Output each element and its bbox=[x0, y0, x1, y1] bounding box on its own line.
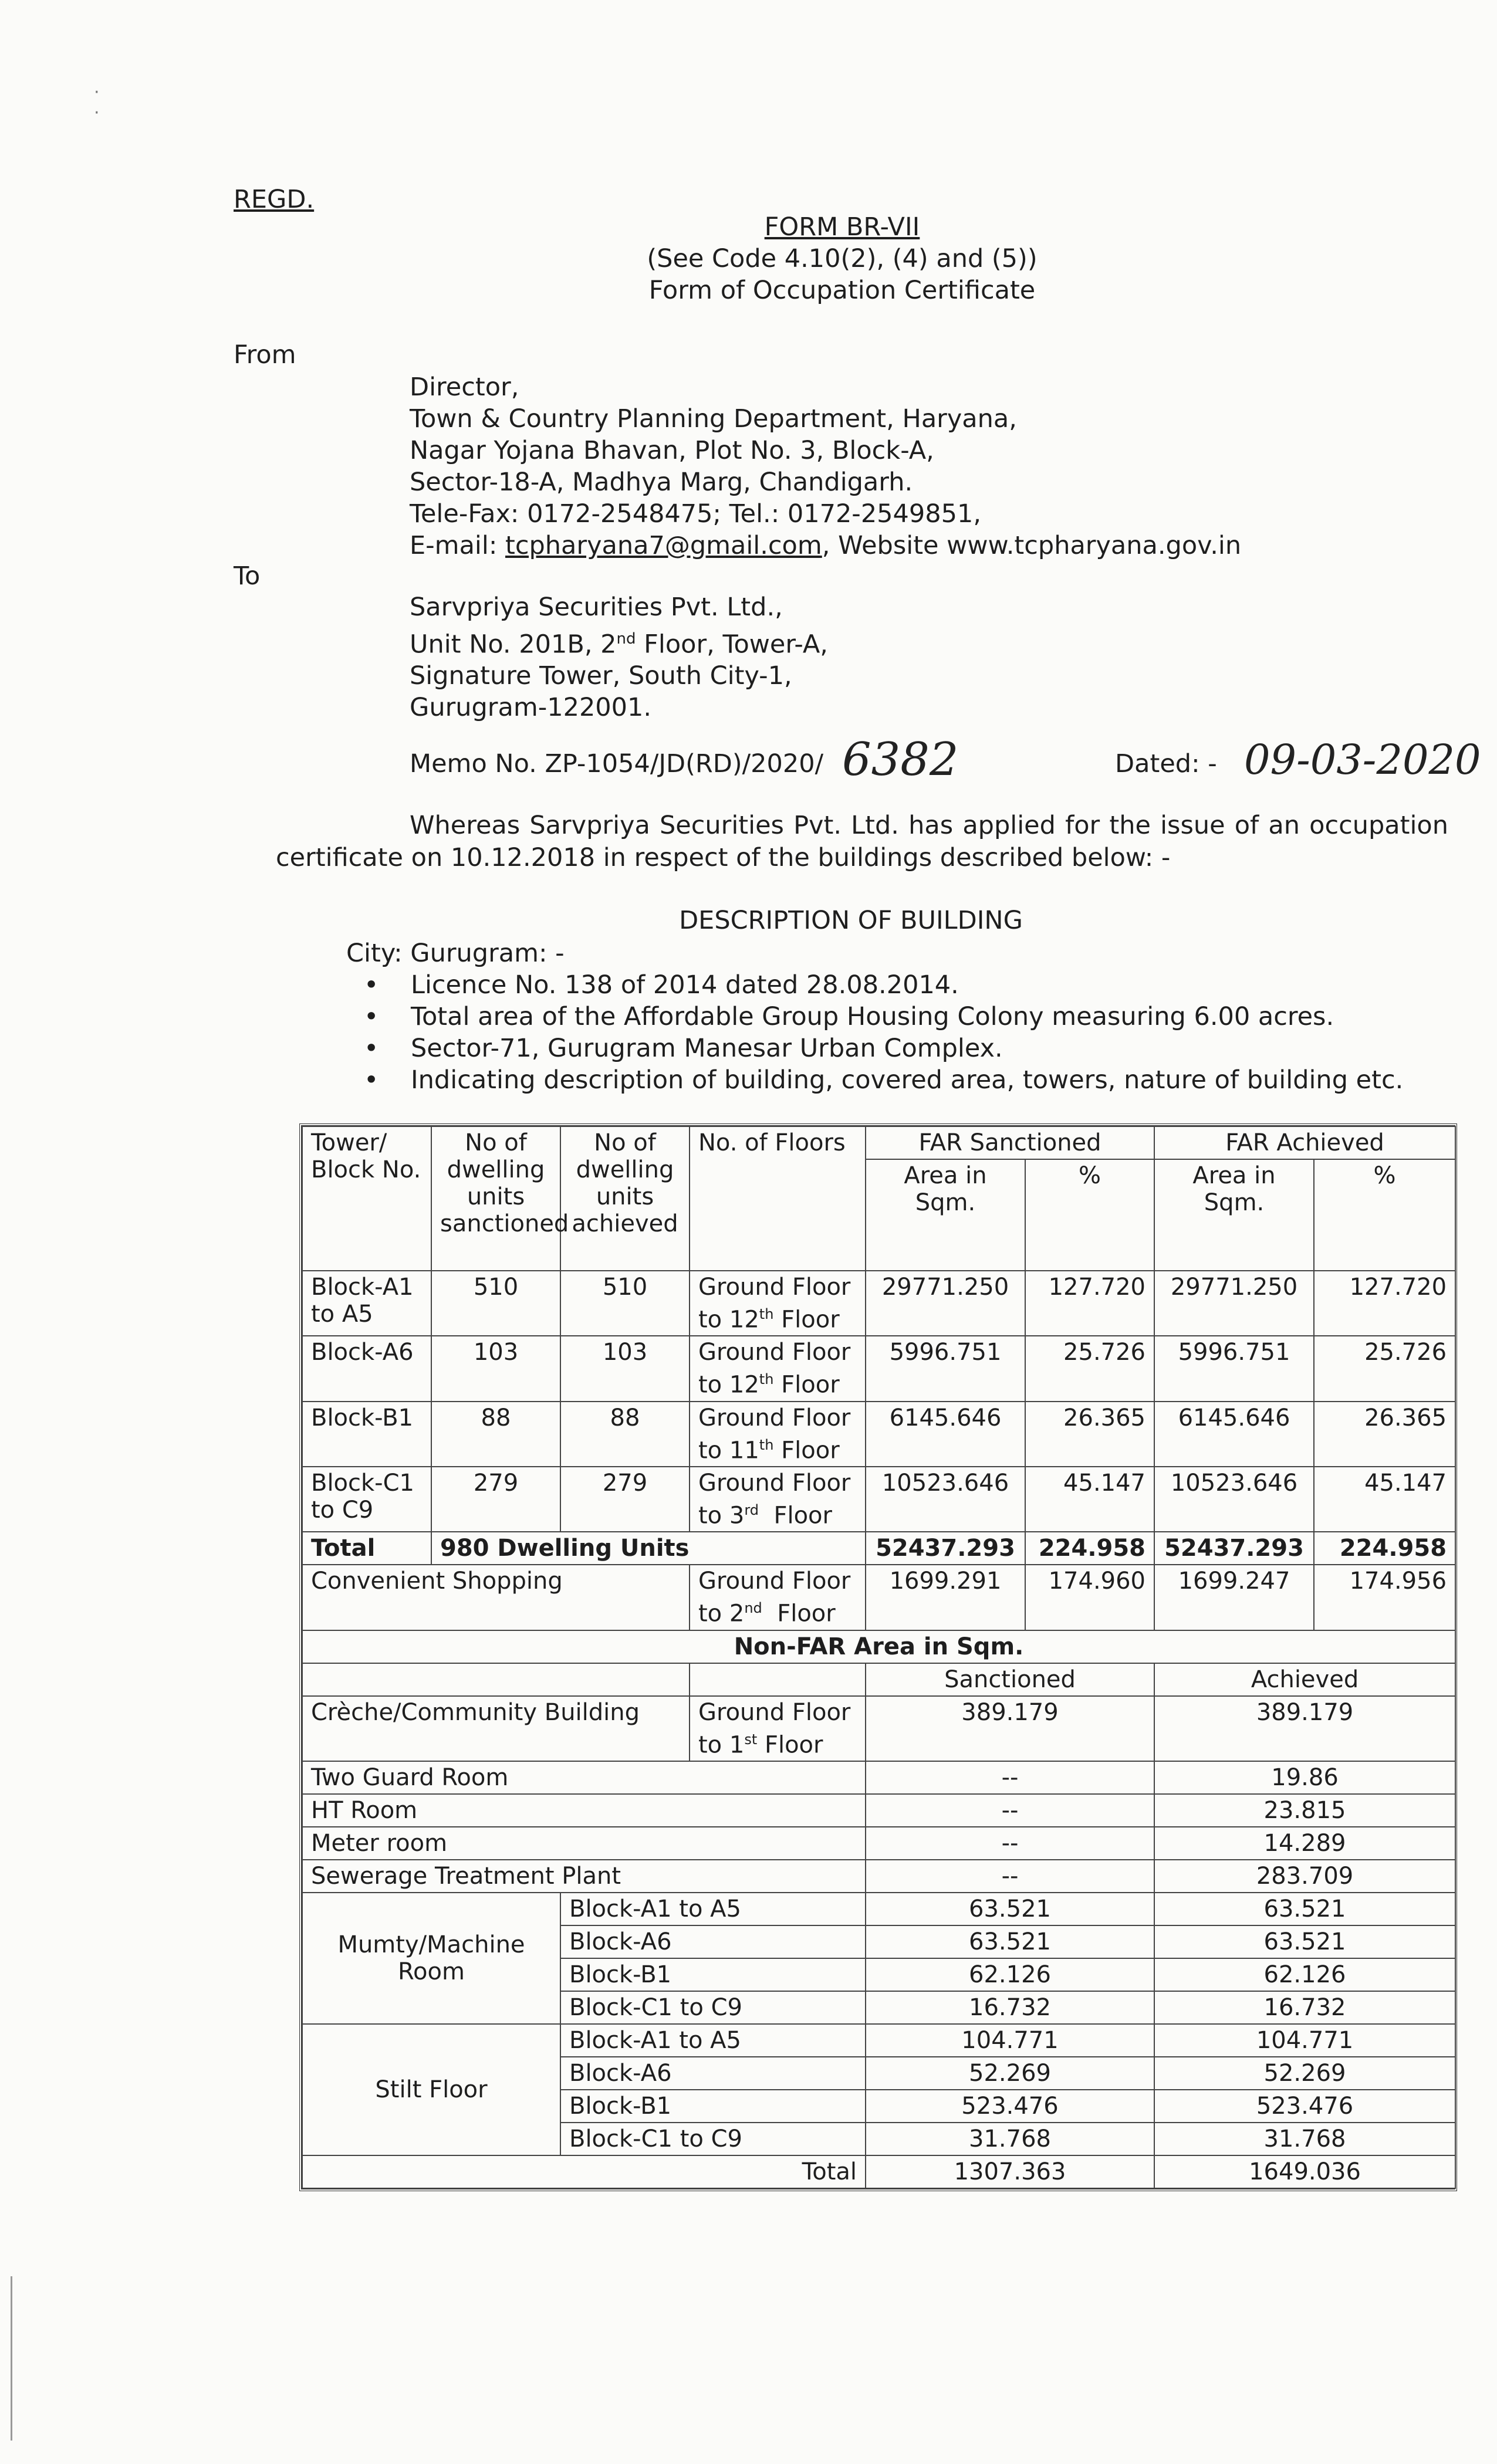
nonfar-achieved: 23.815 bbox=[1154, 1794, 1455, 1827]
cell-fs-area: 6145.646 bbox=[866, 1402, 1025, 1467]
bullet-item: • Sector-71, Gurugram Manesar Urban Complex. bbox=[346, 1033, 1403, 1064]
scan-specks: · · bbox=[94, 82, 100, 123]
nonfar-label: Sewerage Treatment Plant bbox=[302, 1860, 866, 1893]
from-line: Town & Country Planning Department, Haryana, bbox=[410, 404, 1017, 434]
city-line: City: Gurugram: - bbox=[346, 939, 565, 968]
shopping-fs-area: 1699.291 bbox=[866, 1565, 1025, 1630]
form-header bbox=[528, 211, 1156, 306]
table-header-row bbox=[302, 1126, 1455, 1159]
dated-label: Dated: - bbox=[1115, 749, 1217, 779]
shopping-label: Convenient Shopping bbox=[302, 1565, 690, 1630]
cell-fs-pct: 45.147 bbox=[1025, 1467, 1154, 1532]
to-address bbox=[410, 591, 828, 723]
stilt-block: Block-A1 to A5 bbox=[560, 2024, 866, 2057]
creche-achieved: 389.179 bbox=[1154, 1696, 1455, 1761]
nonfar-sanctioned: -- bbox=[866, 1794, 1154, 1827]
cell-fa-area: 6145.646 bbox=[1154, 1402, 1314, 1467]
from-line: Sector-18-A, Madhya Marg, Chandigarh. bbox=[410, 468, 913, 497]
cell-sanctioned: 88 bbox=[431, 1402, 560, 1467]
to-line: Unit No. 201B, 2nd Floor, Tower-A, bbox=[410, 629, 828, 659]
total-fa-pct: 224.958 bbox=[1314, 1532, 1455, 1565]
creche-label: Crèche/Community Building bbox=[302, 1696, 690, 1761]
nonfar-achieved-header: Achieved bbox=[1154, 1663, 1455, 1696]
cell-fa-pct: 26.365 bbox=[1314, 1402, 1455, 1467]
cell-fa-area: 29771.250 bbox=[1154, 1271, 1314, 1336]
mumty-row bbox=[302, 1893, 1455, 1925]
table-row bbox=[302, 1402, 1455, 1467]
contact-line bbox=[410, 530, 1241, 561]
nonfar-total-achieved: 1649.036 bbox=[1154, 2155, 1455, 2188]
mumty-block: Block-A1 to A5 bbox=[560, 1893, 866, 1925]
to-line: Signature Tower, South City-1, bbox=[410, 661, 792, 691]
nonfar-total-row bbox=[302, 2155, 1455, 2188]
mumty-achieved: 16.732 bbox=[1154, 1991, 1455, 2024]
cell-floors: Ground Floor to 3rd Floor bbox=[690, 1467, 866, 1532]
stilt-achieved: 104.771 bbox=[1154, 2024, 1455, 2057]
nonfar-row bbox=[302, 1827, 1455, 1860]
mumty-block: Block-B1 bbox=[560, 1958, 866, 1991]
nonfar-sanctioned: -- bbox=[866, 1761, 1154, 1794]
mumty-sanctioned: 16.732 bbox=[866, 1991, 1154, 2024]
building-table bbox=[299, 1123, 1457, 2191]
cell-fs-area: 10523.646 bbox=[866, 1467, 1025, 1532]
mumty-block: Block-A6 bbox=[560, 1925, 866, 1958]
cell-block: Block-A1 to A5 bbox=[302, 1271, 431, 1336]
cell-floors: Ground Floor to 12th Floor bbox=[690, 1271, 866, 1336]
creche-sanctioned: 389.179 bbox=[866, 1696, 1154, 1761]
header-sanctioned-units: No of dwelling units sanctioned bbox=[431, 1126, 560, 1271]
from-line: Nagar Yojana Bhavan, Plot No. 3, Block-A, bbox=[410, 436, 934, 465]
bullet-item: • Indicating description of building, covered area, towers, nature of building etc. bbox=[346, 1064, 1403, 1096]
to-label: To bbox=[234, 561, 261, 591]
nonfar-row bbox=[302, 1794, 1455, 1827]
cell-achieved: 88 bbox=[560, 1402, 690, 1467]
header-area: Area in Sqm. bbox=[1154, 1159, 1314, 1271]
stilt-row bbox=[302, 2024, 1455, 2057]
stilt-achieved: 523.476 bbox=[1154, 2090, 1455, 2123]
from-line: Director, bbox=[410, 373, 519, 402]
shopping-fs-pct: 174.960 bbox=[1025, 1565, 1154, 1630]
header-area: Area in Sqm. bbox=[866, 1159, 1025, 1271]
cell-sanctioned: 510 bbox=[431, 1271, 560, 1336]
mumty-achieved: 63.521 bbox=[1154, 1925, 1455, 1958]
body-line-1: Whereas Sarvpriya Securities Pvt. Ltd. has applied for the issue of an occupation bbox=[410, 811, 1448, 840]
from-address bbox=[410, 371, 1241, 561]
website-text: , Website www.tcpharyana.gov.in bbox=[822, 531, 1242, 560]
stilt-block: Block-C1 to C9 bbox=[560, 2123, 866, 2155]
email-prefix: E-mail: bbox=[410, 531, 505, 560]
bullet-item: • Total area of the Affordable Group Housing Colony measuring 6.00 acres. bbox=[346, 1001, 1403, 1033]
cell-fa-area: 10523.646 bbox=[1154, 1467, 1314, 1532]
stilt-sanctioned: 31.768 bbox=[866, 2123, 1154, 2155]
form-title: FORM BR-VII bbox=[764, 212, 920, 242]
form-subtitle: Form of Occupation Certificate bbox=[648, 276, 1036, 305]
email-link[interactable]: tcpharyana7@gmail.com bbox=[505, 531, 822, 560]
total-label: Total bbox=[302, 1532, 431, 1565]
from-label: From bbox=[234, 340, 296, 370]
nonfar-sanctioned: -- bbox=[866, 1860, 1154, 1893]
nonfar-achieved: 19.86 bbox=[1154, 1761, 1455, 1794]
cell-fs-area: 29771.250 bbox=[866, 1271, 1025, 1336]
scan-edge-line bbox=[11, 2276, 12, 2441]
mumty-achieved: 63.521 bbox=[1154, 1893, 1455, 1925]
cell-fa-pct: 25.726 bbox=[1314, 1336, 1455, 1401]
regd-label: REGD. bbox=[234, 185, 315, 214]
stilt-block: Block-B1 bbox=[560, 2090, 866, 2123]
header-pct: % bbox=[1314, 1159, 1455, 1271]
description-heading: DESCRIPTION OF BUILDING bbox=[679, 906, 1023, 935]
cell-fs-pct: 26.365 bbox=[1025, 1402, 1154, 1467]
to-line: Sarvpriya Securities Pvt. Ltd., bbox=[410, 593, 783, 622]
mumty-label: Mumty/Machine Room bbox=[302, 1893, 560, 2024]
stilt-sanctioned: 523.476 bbox=[866, 2090, 1154, 2123]
nonfar-label: Meter room bbox=[302, 1827, 866, 1860]
table-row bbox=[302, 1271, 1455, 1336]
nonfar-label: Two Guard Room bbox=[302, 1761, 866, 1794]
creche-row bbox=[302, 1696, 1455, 1761]
from-line: Tele-Fax: 0172-2548475; Tel.: 0172-2549851, bbox=[410, 499, 981, 529]
shopping-fa-pct: 174.956 bbox=[1314, 1565, 1455, 1630]
nonfar-label: HT Room bbox=[302, 1794, 866, 1827]
to-line: Gurugram-122001. bbox=[410, 693, 652, 723]
header-far-achieved: FAR Achieved bbox=[1154, 1126, 1455, 1159]
stilt-achieved: 52.269 bbox=[1154, 2057, 1455, 2090]
total-row bbox=[302, 1532, 1455, 1565]
cell-achieved: 103 bbox=[560, 1336, 690, 1401]
header-pct: % bbox=[1025, 1159, 1154, 1271]
cell-sanctioned: 103 bbox=[431, 1336, 560, 1401]
nonfar-subheader-row bbox=[302, 1663, 1455, 1696]
total-fs-pct: 224.958 bbox=[1025, 1532, 1154, 1565]
cell-achieved: 510 bbox=[560, 1271, 690, 1336]
creche-floors: Ground Floor to 1st Floor bbox=[690, 1696, 866, 1761]
cell-block: Block-B1 bbox=[302, 1402, 431, 1467]
total-fs-area: 52437.293 bbox=[866, 1532, 1025, 1565]
cell-fs-pct: 127.720 bbox=[1025, 1271, 1154, 1336]
header-achieved-units: No of dwelling units achieved bbox=[560, 1126, 690, 1271]
stilt-block: Block-A6 bbox=[560, 2057, 866, 2090]
nonfar-heading: Non-FAR Area in Sqm. bbox=[302, 1630, 1455, 1663]
cell-fa-pct: 45.147 bbox=[1314, 1467, 1455, 1532]
nonfar-achieved: 283.709 bbox=[1154, 1860, 1455, 1893]
mumty-sanctioned: 62.126 bbox=[866, 1958, 1154, 1991]
body-line-2: certificate on 10.12.2018 in respect of the buildings described below: - bbox=[276, 843, 1171, 872]
mumty-sanctioned: 63.521 bbox=[866, 1893, 1154, 1925]
memo-number-handwritten: 6382 bbox=[842, 733, 959, 786]
stilt-achieved: 31.768 bbox=[1154, 2123, 1455, 2155]
cell-floors: Ground Floor to 11th Floor bbox=[690, 1402, 866, 1467]
nonfar-total-sanctioned: 1307.363 bbox=[866, 2155, 1154, 2188]
total-fa-area: 52437.293 bbox=[1154, 1532, 1314, 1565]
table-row bbox=[302, 1467, 1455, 1532]
cell-sanctioned: 279 bbox=[431, 1467, 560, 1532]
nonfar-total-label: Total bbox=[302, 2155, 866, 2188]
cell-fs-pct: 25.726 bbox=[1025, 1336, 1154, 1401]
table-row bbox=[302, 1336, 1455, 1401]
shopping-floors: Ground Floor to 2nd Floor bbox=[690, 1565, 866, 1630]
cell-block: Block-C1 to C9 bbox=[302, 1467, 431, 1532]
cell-block: Block-A6 bbox=[302, 1336, 431, 1401]
memo-number-label: Memo No. ZP-1054/JD(RD)/2020/ bbox=[410, 749, 824, 779]
bullet-item: • Licence No. 138 of 2014 dated 28.08.2014. bbox=[346, 969, 1403, 1001]
cell-fs-area: 5996.751 bbox=[866, 1336, 1025, 1401]
mumty-block: Block-C1 to C9 bbox=[560, 1991, 866, 2024]
stilt-label: Stilt Floor bbox=[302, 2024, 560, 2155]
nonfar-blank bbox=[690, 1663, 866, 1696]
cell-achieved: 279 bbox=[560, 1467, 690, 1532]
header-far-sanctioned: FAR Sanctioned bbox=[866, 1126, 1154, 1159]
nonfar-row bbox=[302, 1860, 1455, 1893]
shopping-fa-area: 1699.247 bbox=[1154, 1565, 1314, 1630]
shopping-row bbox=[302, 1565, 1455, 1630]
nonfar-sanctioned: -- bbox=[866, 1827, 1154, 1860]
nonfar-achieved: 14.289 bbox=[1154, 1827, 1455, 1860]
code-reference: (See Code 4.10(2), (4) and (5)) bbox=[647, 244, 1038, 273]
nonfar-row bbox=[302, 1761, 1455, 1794]
stilt-sanctioned: 104.771 bbox=[866, 2024, 1154, 2057]
date-handwritten: 09-03-2020 bbox=[1244, 736, 1481, 784]
total-units: 980 Dwelling Units bbox=[431, 1532, 866, 1565]
nonfar-sanctioned-header: Sanctioned bbox=[866, 1663, 1154, 1696]
header-tower: Tower/ Block No. bbox=[302, 1126, 431, 1271]
cell-fa-area: 5996.751 bbox=[1154, 1336, 1314, 1401]
mumty-sanctioned: 63.521 bbox=[866, 1925, 1154, 1958]
header-floors: No. of Floors bbox=[690, 1126, 866, 1271]
mumty-achieved: 62.126 bbox=[1154, 1958, 1455, 1991]
nonfar-heading-row bbox=[302, 1630, 1455, 1663]
description-bullets bbox=[346, 969, 1403, 1096]
stilt-sanctioned: 52.269 bbox=[866, 2057, 1154, 2090]
nonfar-blank bbox=[302, 1663, 690, 1696]
cell-floors: Ground Floor to 12th Floor bbox=[690, 1336, 866, 1401]
cell-fa-pct: 127.720 bbox=[1314, 1271, 1455, 1336]
